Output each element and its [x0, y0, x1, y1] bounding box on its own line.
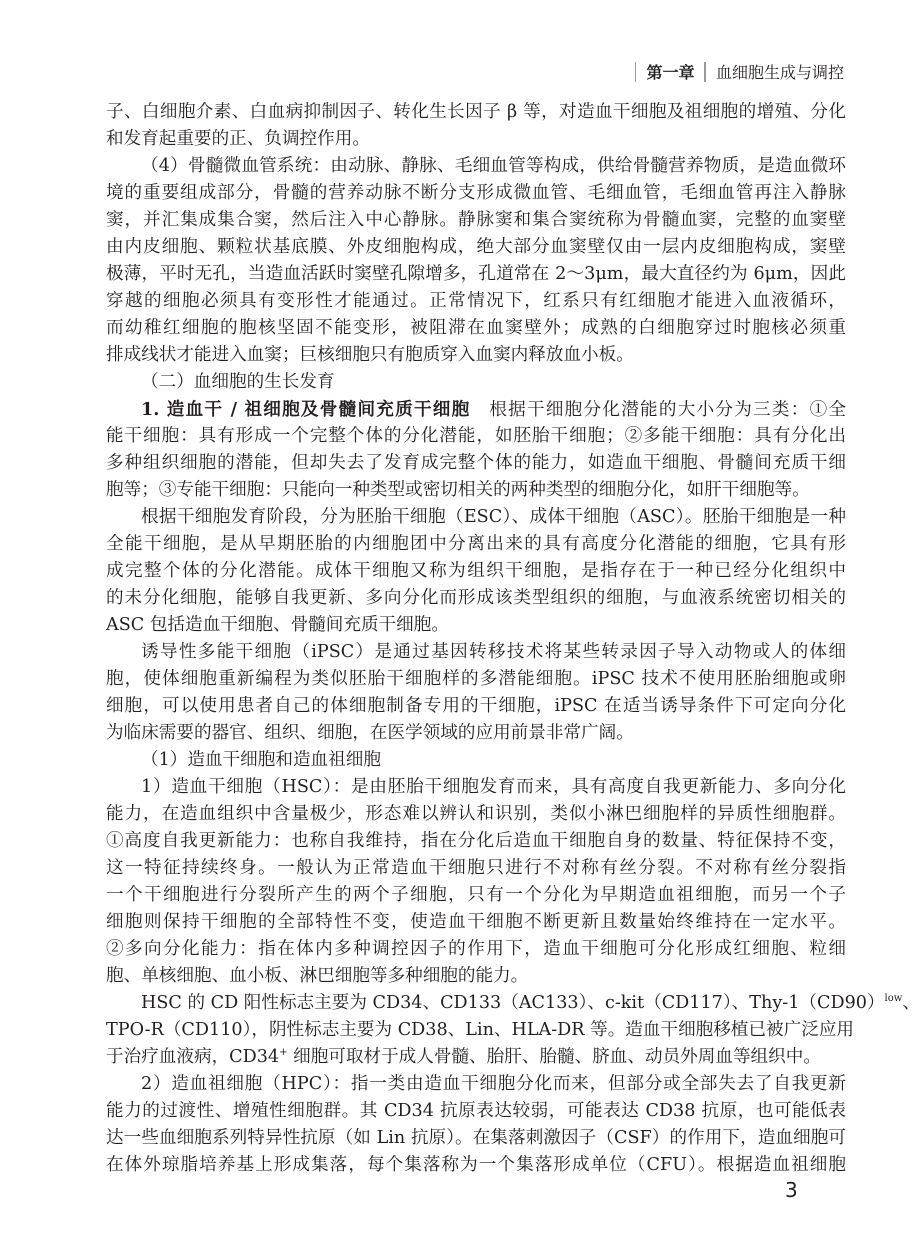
text-line: [106, 1152, 846, 1179]
text-line: [106, 369, 846, 396]
text-line: [106, 585, 846, 612]
text-line: [106, 1125, 846, 1152]
text-run: 为临床需要的器官、组织、细胞，在医学领域的应用前景非常广阔。: [106, 723, 634, 743]
text-run: ①高度自我更新能力：也称自我维持，指在分化后造血干细胞自身的数量、特征保持不变，: [106, 831, 846, 851]
text-run: 窦，并汇集成集合窦，然后注入中心静脉。静脉窦和集合窦统称为骨髓血窦，完整的血窦壁: [106, 210, 846, 230]
paragraph: [106, 1071, 846, 1179]
text-run: 在体外琼脂培养基上形成集落，每个集落称为一个集落形成单位（CFU）。根据造血祖细胞: [106, 1155, 846, 1175]
text-line: [106, 1017, 855, 1044]
text-line: [106, 666, 846, 693]
text-line: [106, 612, 846, 639]
text-line: [106, 774, 846, 801]
paragraph: [106, 774, 846, 990]
text-line: [106, 531, 846, 558]
text-line: [106, 207, 846, 234]
text-run: 这一特征持续终身。一般认为正常造血干细胞只进行不对称有丝分裂。不对称有丝分裂指: [106, 858, 846, 878]
text-line: [106, 693, 846, 720]
paragraph: [106, 747, 846, 774]
text-run: 1）造血干细胞（HSC）：是由胚胎干细胞发育而来，具有高度自我更新能力、多向分化: [141, 777, 846, 797]
text-line: [106, 180, 846, 207]
text-run: （二）血细胞的生长发育: [141, 372, 335, 392]
text-run: 根据干细胞分化潜能的大小分为三类：①全: [470, 400, 846, 420]
text-run: 胞、单核细胞、血小板、淋巴细胞等多种细胞的能力。: [106, 966, 529, 986]
text-run: 诱导性多能干细胞（iPSC）是通过基因转移技术将某些转录因子导入动物或人的体细: [141, 642, 846, 662]
text-run: 胞等；③专能干细胞：只能向一种类型或密切相关的两种类型的细胞分化，如肝干细胞等。: [106, 480, 810, 500]
page-number: 3: [785, 1178, 798, 1202]
text-run: 细胞可取材于成人骨髓、胎肝、胎髓、脐血、动员外周血等组织中。: [287, 1047, 821, 1067]
text-run: 由内皮细胞、颗粒状基底膜、外皮细胞构成，绝大部分血窦壁仅由一层内皮细胞构成，窦壁: [106, 237, 846, 257]
text-line: [106, 990, 920, 1017]
text-run: 一个干细胞进行分裂所产生的两个子细胞，只有一个分化为早期造血祖细胞，而另一个子: [106, 885, 846, 905]
text-line: [106, 477, 846, 504]
text-line: [106, 1071, 846, 1098]
text-line: [106, 909, 846, 936]
text-line: [106, 801, 846, 828]
paragraph: [106, 990, 920, 1071]
text-run: 能干细胞：具有形成一个完整个体的分化潜能，如胚胎干细胞；②多能干细胞：具有分化出: [106, 426, 846, 446]
text-line: [106, 450, 846, 477]
text-line: [106, 639, 846, 666]
text-run: ②多向分化能力：指在体内多种调控因子的作用下，造血干细胞可分化形成红细胞、粒细: [106, 939, 846, 959]
chapter-title: 血细胞生成与调控: [715, 63, 844, 82]
text-run: 能力的过渡性、增殖性细胞群。其 CD34 抗原表达较弱，可能表达 CD38 抗原，也可能低表: [106, 1101, 846, 1121]
text-run: 穿越的细胞必须具有变形性才能通过。正常情况下，红系只有红细胞才能进入血液循环，: [106, 291, 846, 311]
text-line: [106, 99, 846, 126]
text-line: [106, 504, 846, 531]
text-line: [106, 396, 846, 423]
text-run: 2）造血祖细胞（HPC）：指一类由造血干细胞分化而来，但部分或全部失去了自我更新: [141, 1074, 846, 1094]
text-run: 细胞，可以使用患者自己的体细胞制备专用的干细胞，iPSC 在适当诱导条件下可定向分化: [106, 696, 846, 716]
text-line: [106, 288, 846, 315]
superscript: +: [279, 1047, 288, 1058]
text-run: 细胞则保持干细胞的全部特性不变，使造血干细胞不断更新且数量始终维持在一定水平。: [106, 912, 846, 932]
text-line: [106, 558, 846, 585]
text-run: TPO-R（CD110），阴性标志主要为 CD38、Lin、HLA-DR 等。造血干细胞移植已被广泛应用: [106, 1020, 855, 1040]
running-head: [625, 60, 844, 83]
section-heading: [106, 369, 846, 396]
text-line: [106, 1098, 846, 1125]
text-run: 极薄，平时无孔，当造血活跃时窦壁孔隙增多，孔道常在 2～3μm，最大直径约为 6μm，因此: [106, 264, 846, 284]
text-run: 胞，使体细胞重新编程为类似胚胎干细胞样的多潜能细胞。iPSC 技术不使用胚胎细胞或卵: [106, 669, 846, 689]
text-run: HSC 的 CD 阳性标志主要为 CD34、CD133（AC133）、c-kit（CD117）、Thy-1（CD90）: [141, 993, 885, 1013]
text-run: 根据干细胞发育阶段，分为胚胎干细胞（ESC）、成体干细胞（ASC）。胚胎干细胞是一种: [141, 507, 846, 527]
paragraph: [106, 639, 846, 747]
text-line: [106, 828, 846, 855]
text-run: 境的重要组成部分，骨髓的营养动脉不断分支形成微血管、毛细血管，毛细血管再注入静脉: [106, 183, 846, 203]
text-run: 排成线状才能进入血窦；巨核细胞只有胞质穿入血窦内释放血小板。: [106, 345, 634, 365]
text-run: 于治疗血液病，CD34: [106, 1047, 280, 1067]
paragraph: [106, 504, 846, 639]
text-run: 、: [902, 993, 920, 1013]
text-line: [106, 720, 846, 747]
paragraph: [106, 396, 846, 504]
text-run: 和发育起重要的正、负调控作用。: [106, 129, 370, 149]
text-line: [106, 153, 846, 180]
text-run: 子、白细胞介素、白血病抑制因子、转化生长因子 β 等，对造血干细胞及祖细胞的增殖、分化: [106, 102, 846, 122]
text-run: 能力，在造血组织中含量极少，形态难以辨认和识别，类似小淋巴细胞样的异质性细胞群。: [106, 804, 846, 824]
text-line: [106, 261, 846, 288]
text-line: [106, 882, 846, 909]
text-run: 达一些血细胞系列特异性抗原（如 Lin 抗原）。在集落刺激因子（CSF）的作用下，造血细胞可: [106, 1128, 846, 1148]
text-line: [106, 126, 846, 153]
text-run: 成完整个体的分化潜能。成体干细胞又称为组织干细胞，是指存在于一种已经分化组织中: [106, 561, 846, 581]
bold-subheading: 1. 造血干 / 祖细胞及骨髓间充质干细胞: [141, 399, 471, 420]
page-body: [106, 99, 920, 1179]
chapter-label: 第一章: [646, 63, 695, 82]
text-line: [106, 423, 846, 450]
text-run: 全能干细胞，是从早期胚胎的内细胞团中分离出来的具有高度分化潜能的细胞，它具有形: [106, 534, 846, 554]
text-line: [106, 315, 846, 342]
text-line: [106, 936, 846, 963]
text-run: 多种组织细胞的潜能，但却失去了发育成完整个体的能力，如造血干细胞、骨髓间充质干细: [106, 453, 846, 473]
paragraph: [106, 99, 846, 153]
text-run: 的未分化细胞，能够自我更新、多向分化而形成该类型组织的细胞，与血液系统密切相关的: [106, 588, 846, 608]
header-divider: [635, 62, 637, 82]
text-line: [106, 342, 846, 369]
text-run: （4）骨髓微血管系统：由动脉、静脉、毛细血管等构成，供给骨髓营养物质，是造血微环: [141, 156, 846, 176]
superscript: low: [884, 993, 903, 1004]
text-line: [106, 1044, 846, 1071]
text-run: 而幼稚红细胞的胞核坚固不能变形，被阻滞在血窦壁外；成熟的白细胞穿过时胞核必须重: [106, 318, 846, 338]
text-line: [106, 234, 846, 261]
text-line: [106, 855, 846, 882]
text-line: [106, 963, 846, 990]
header-divider: [704, 62, 706, 82]
text-run: ASC 包括造血干细胞、骨髓间充质干细胞。: [106, 615, 449, 635]
paragraph: [106, 153, 846, 369]
text-run: （1）造血干细胞和造血祖细胞: [141, 750, 381, 770]
text-line: [106, 747, 846, 774]
